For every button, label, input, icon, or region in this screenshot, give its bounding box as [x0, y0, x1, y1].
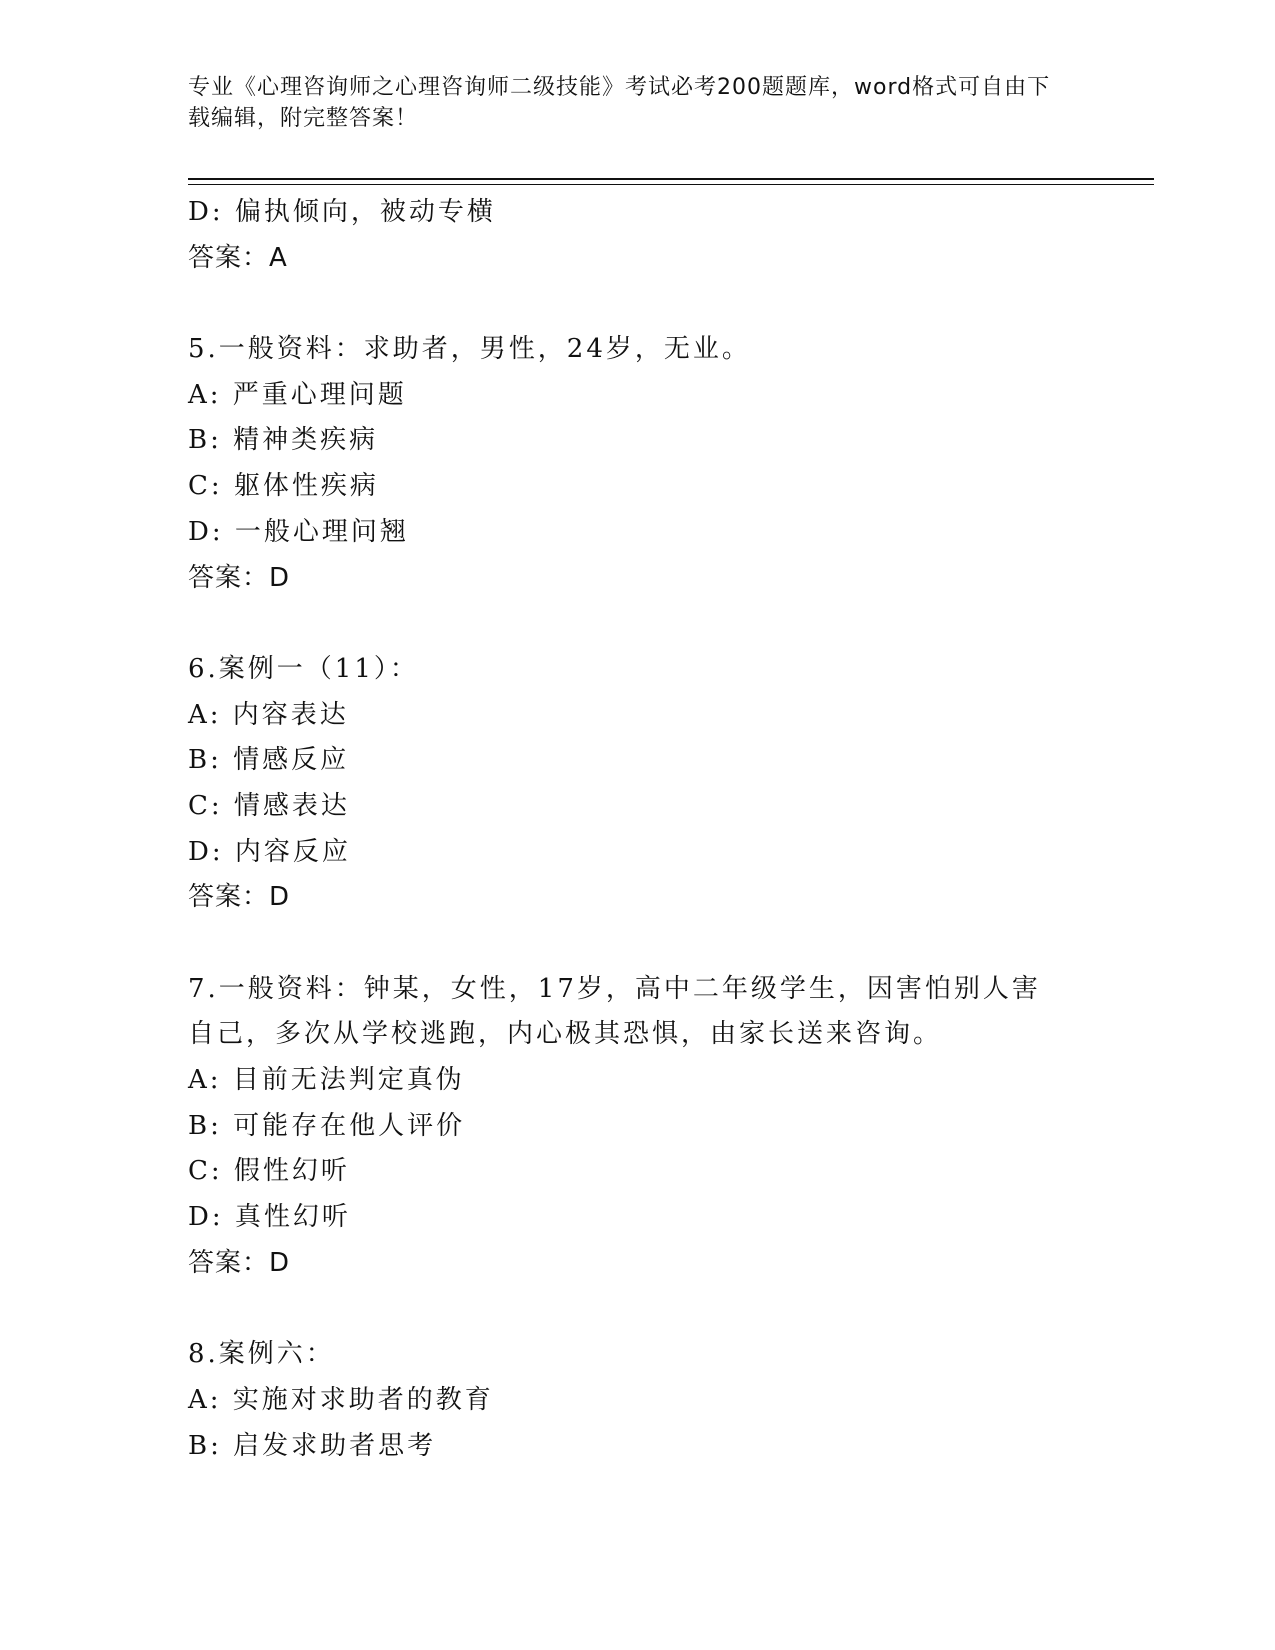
question-8: [188, 1332, 1088, 1469]
question-list: [188, 190, 1088, 1469]
option-b: B: 可能存在他人评价: [188, 1110, 466, 1141]
option-b: B: 精神类疾病: [188, 425, 379, 456]
document-header: 专业《心理咨询师之心理咨询师二级技能》考试必考200题题库，word格式可自由下载编辑，附完整答案！: [188, 75, 1051, 131]
answer: 答案：D: [188, 1247, 291, 1278]
option-b: B: 情感反应: [188, 745, 350, 776]
option-c: C: 躯体性疾病: [188, 471, 379, 502]
option-d: D: 真性幻听: [188, 1202, 351, 1233]
option-a: A: 内容表达: [188, 699, 349, 730]
option-c: C: 情感表达: [188, 790, 350, 821]
prev-answer: 答案：A: [188, 242, 288, 273]
header-rule-thin: [188, 184, 1154, 185]
option-a: A: 目前无法判定真伪: [188, 1065, 465, 1096]
answer: 答案：D: [188, 562, 291, 593]
option-a: A: 严重心理问题: [188, 379, 407, 410]
option-b: B: 启发求助者思考: [188, 1430, 437, 1461]
answer: 答案：D: [188, 882, 291, 913]
question-stem: 5.一般资料：求助者，男性，24岁，无业。: [188, 334, 751, 365]
question-stem: 8.案例六：: [188, 1339, 335, 1370]
prev-option-d: D: 偏执倾向，被动专横: [188, 197, 496, 227]
question-stem: 7.一般资料：钟某，女性，17岁，高中二年级学生，因害怕别人害自己，多次从学校逃跑，内心极其恐惧，由家长送来咨询。: [188, 973, 1041, 1050]
question-6: [188, 647, 1088, 921]
question-stem: 6.案例一（11）：: [188, 653, 419, 684]
option-d: D: 内容反应: [188, 836, 351, 867]
option-a: A: 实施对求助者的教育: [188, 1384, 494, 1415]
question-5: [188, 327, 1088, 601]
question-7: [188, 967, 1088, 1287]
header-rule: [188, 178, 1154, 180]
option-d: D: 一般心理问翘: [188, 516, 409, 547]
option-c: C: 假性幻听: [188, 1156, 350, 1187]
